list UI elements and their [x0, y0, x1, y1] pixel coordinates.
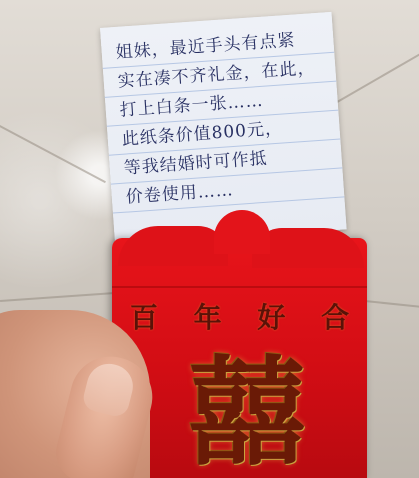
blessing-char: 好 — [257, 301, 286, 334]
floor-tile-seam — [0, 292, 115, 302]
note-line: 等我结婚时可作抵 — [123, 148, 269, 179]
handwritten-iou-note — [100, 12, 347, 246]
thumbnail — [81, 359, 138, 419]
envelope-flap — [118, 226, 228, 266]
floor-tile-seam — [365, 300, 419, 309]
note-text — [115, 24, 341, 213]
blessing-char: 百 — [129, 301, 158, 334]
note-line: 姐妹，最近手头有点紧 — [115, 30, 297, 63]
blessing-char: 合 — [321, 301, 350, 334]
note-line: 此纸条价值800元， — [121, 118, 284, 150]
floor-tile-seam — [0, 125, 106, 183]
red-envelope — [112, 238, 367, 478]
double-happiness-character: 囍 — [187, 343, 306, 478]
envelope-fold-line — [112, 286, 367, 288]
blessing-text — [112, 294, 367, 338]
note-line: 实在凑不齐礼金，在此， — [117, 58, 317, 92]
blessing-char: 年 — [193, 301, 222, 334]
floor-tile-seam — [330, 50, 419, 107]
note-line: 打上白条一张…… — [119, 90, 265, 121]
note-line: 价卷使用…… — [125, 180, 235, 208]
